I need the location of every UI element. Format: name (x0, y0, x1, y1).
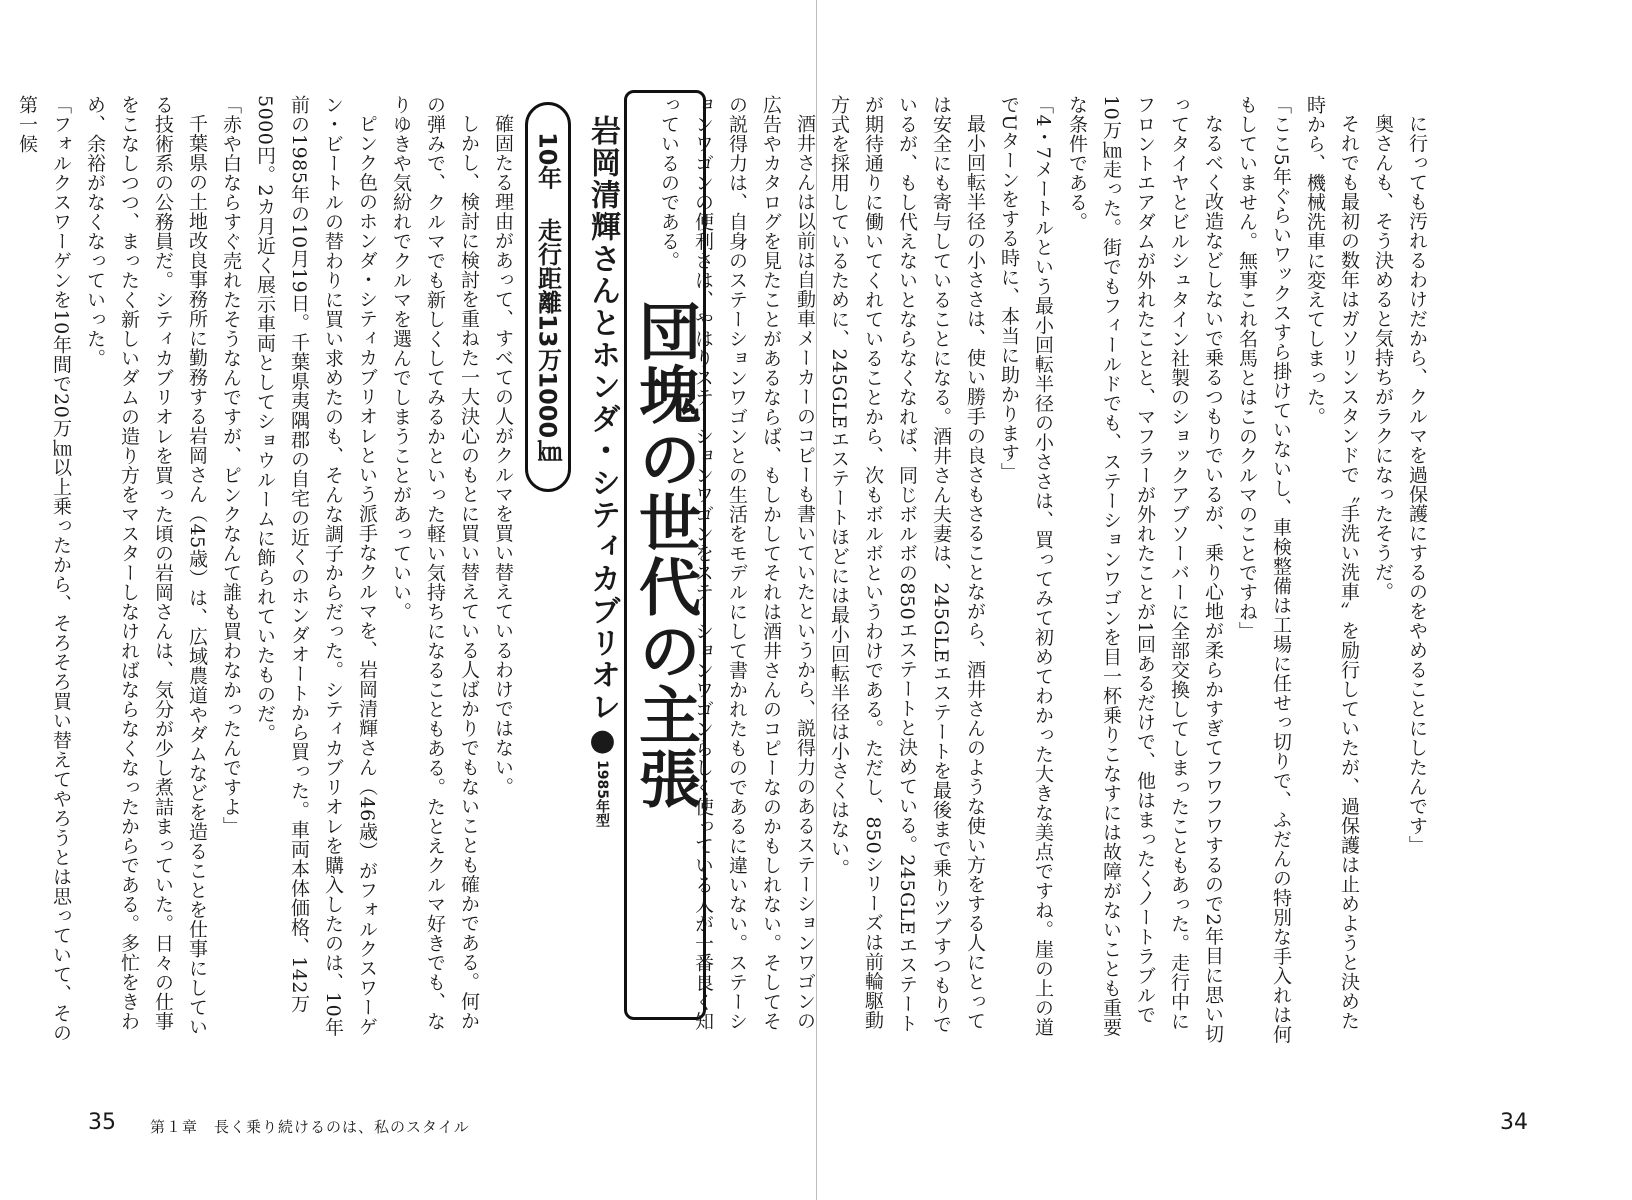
right-paragraph: 最小回転半径の小ささは、使い勝手の良さもさることながら、酒井さんのような使い方をする人にとっては安全にも寄与していることになる。酒井さん夫妻は、245GLEエステートを最後まで乗りツブすつもりでいるが、もし代えないとならなくなれば、同じボルボの850エステートと決めている。245GLEエステートが期待通りに働いてくれていることから、次もボルボというわけである。ただし、850シリーズは前輪駆動方式を採用しているために、245GLEエステートほどには最小回転半径は小さくはない。 (828, 95, 986, 1034)
mileage-distance: 走行距離13万1000㎞ (533, 217, 562, 462)
right-paragraph: なるべく改造などしないで乗るつもりでいるが、乗り心地が柔らかすぎてフワフワするので2年目に思い切ってタイヤとビルシュタイン社製のショックアブソーバーに全部交換してしまったこともあった。走行中にフロントエアダムが外れたことと、マフラーが外れたことが1回あるだけで、他はまったくノートラブルで10万㎞走った。街でもフィールドでも、ステーションワゴンを目一杯乗りこなすには故障がないことも重要な条件である。 (1066, 95, 1224, 1044)
right-paragraph: 「ここ5年ぐらいワックスすら掛けていないし、車検整備は工場に任せっ切りで、ふだんの特別な手入れは何もしていません。無事これ名馬とはこのクルマのことですね」 (1236, 95, 1292, 1044)
chapter-subtitle (585, 115, 624, 905)
subtitle-text: 岩岡清輝さんとホンダ・シティカブリオレ● (585, 115, 620, 760)
page-number-right: 34 (1500, 1110, 1528, 1135)
right-paragraph: 「4・7メートルという最小回転半径の小ささは、買ってみて初めてわかった大きな美点ですね。崖の上の道でUターンをする時に、本当に助かります」 (998, 95, 1054, 1037)
left-paragraph: ピンク色のホンダ・シティカブリオレという派手なクルマを、岩岡清輝さん（46歳）がフォルクスワーゲン・ビートルの替わりに買い求めたのも、そんな調子からだった。シティカブリオレを購入したのは、10年前の1985年の10月19日。千葉県夷隅郡の自宅の近くのホンダオートから買った。車両本体価格、142万5000円。2カ月近く展示車両としてショウルームに飾られていたものだ。 (254, 95, 378, 1037)
left-paragraph: 「赤や白ならすぐ売れたそうなんですが、ピンクなんて誰も買わなかったんですよ」 (220, 95, 242, 836)
mileage-years: 10年 (533, 132, 562, 190)
left-page-body (16, 95, 520, 1045)
right-paragraph: 奥さんも、そう決めると気持ちがラクになったそうだ。 (1372, 114, 1394, 602)
chapter-title-text: 団塊の世代の主張 (628, 299, 702, 811)
right-paragraph: 酒井さんは以前は自動車メーカーのコピーも書いていたというから、説得力のあるステーションワゴンの広告やカタログを見たことがあるならば、もしかしてそれは酒井さんのコピーなのかもしれない。そしてその説得力は、自身のステーションワゴンとの生活をモデルにして書かれたものであるに違いない。ステーションワゴンの便利さは、やはりステーションワゴンをステーションワゴンらしく使っている人が一番良く知っているのである。 (658, 95, 816, 1031)
model-year: 1985年型 (594, 760, 610, 827)
mileage-badge (525, 102, 571, 492)
left-paragraph: 千葉県の土地改良事務所に勤務する岩岡さん（45歳）は、広域農道やダムなどを造ることを仕事にしている技術系の公務員だ。シティカブリオレを買った頃の岩岡さんは、気分が少し煮詰まっていた。日々の仕事をこなしつつ、まったく新しいダムの造り方をマスターしなければならなくなったからである。多忙をきわめ、余裕がなくなっていった。 (84, 95, 208, 1037)
running-head: 第１章 長く乗り続けるのは、私のスタイル (150, 1118, 470, 1136)
left-paragraph: 「フォルクスワーゲンを10年間で20万㎞以上乗ったから、そろそろ買い替えてやろうとは思っていて、その第一候 (16, 95, 72, 1043)
chapter-title (624, 90, 706, 1020)
page-number-left: 35 (88, 1110, 116, 1135)
left-paragraph: しかし、検討に検討を重ねた一大決心のもとに買い替えている人ばかりでもないことも確かである。何かの弾みで、クルマでも新しくしてみるかといった軽い気持ちになることもある。たとえクルマ好きでも、なりゆきや気紛れでクルマを選んでしまうことがあっていい。 (390, 95, 480, 1031)
right-paragraph: に行っても汚れるわけだから、クルマを過保護にするのをやめることにしたんです」 (1406, 114, 1428, 855)
left-paragraph: 確固たる理由があって、すべての人がクルマを買い替えているわけではない。 (492, 114, 514, 797)
right-paragraph: それでも最初の数年はガソリンスタンドで〝手洗い洗車〟を励行していたが、過保護は止めようと決めた時から、機械洗車に変えてしまった。 (1304, 95, 1360, 1031)
